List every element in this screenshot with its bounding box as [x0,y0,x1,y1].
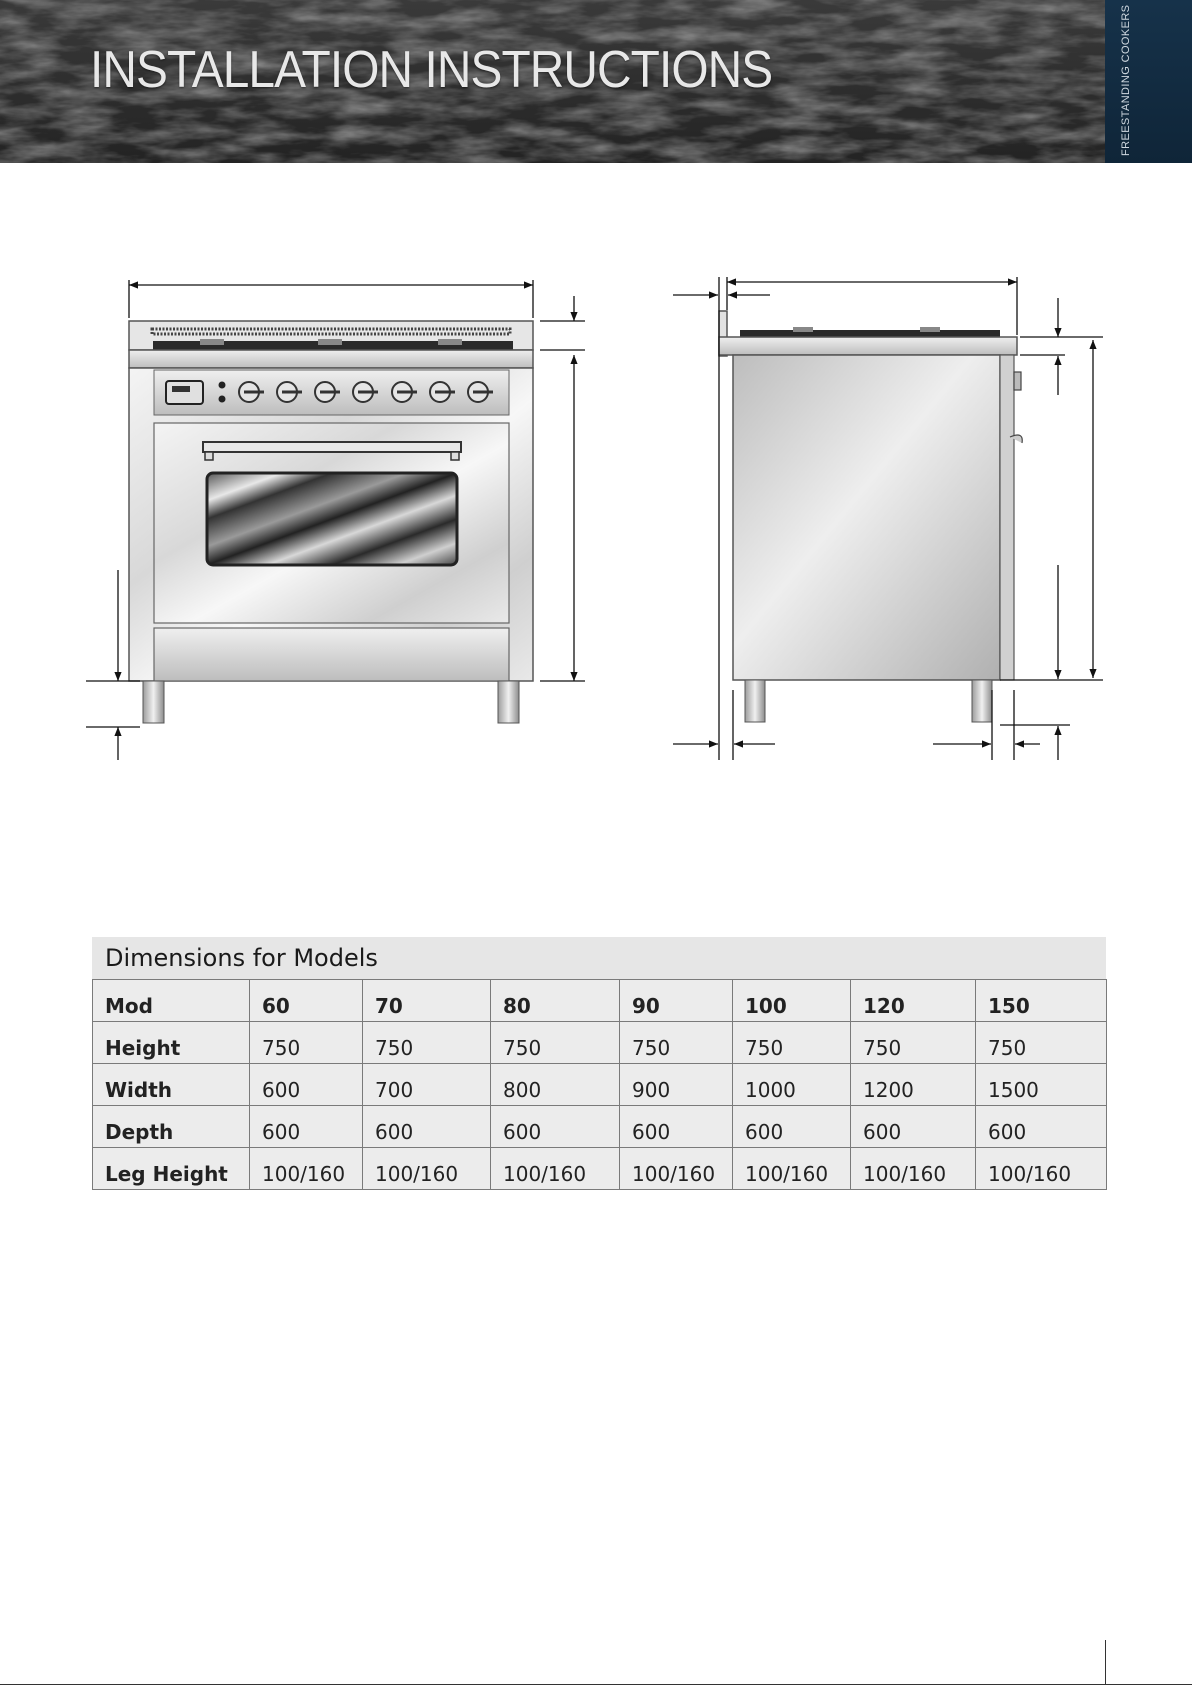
table-cell: 100/160 [620,1148,733,1190]
column-header: 70 [363,980,491,1022]
table-cell: 900 [620,1064,733,1106]
side-view [673,277,1103,760]
column-header: 60 [250,980,363,1022]
section-tab-label: FREESTANDING COOKERS [1120,4,1132,156]
table-header-row [93,980,1107,1022]
table-cell: 100/160 [976,1148,1107,1190]
page-title: INSTALLATION INSTRUCTIONS [90,41,773,99]
table-cell: 750 [851,1022,976,1064]
table-cell: 750 [733,1022,851,1064]
table-cell: 100/160 [363,1148,491,1190]
table-cell: 100/160 [491,1148,620,1190]
table-cell: 600 [733,1106,851,1148]
footer-divider [1105,1640,1106,1685]
table-cell: 100/160 [250,1148,363,1190]
column-header: 120 [851,980,976,1022]
row-label: Width [93,1064,250,1106]
table-cell: 1200 [851,1064,976,1106]
table-row [93,1106,1107,1148]
table-cell: 600 [250,1064,363,1106]
table-cell: 100/160 [851,1148,976,1190]
dimensions-table-section [92,937,1106,1190]
dimensions-table [92,979,1107,1190]
table-cell: 600 [620,1106,733,1148]
table-row [93,1022,1107,1064]
table-cell: 800 [491,1064,620,1106]
table-row [93,1064,1107,1106]
table-cell: 750 [363,1022,491,1064]
page-header [0,0,1192,163]
column-header: 90 [620,980,733,1022]
row-label: Depth [93,1106,250,1148]
column-header: Mod [93,980,250,1022]
front-view [86,280,585,760]
column-header: 100 [733,980,851,1022]
table-cell: 600 [851,1106,976,1148]
column-header: 150 [976,980,1107,1022]
table-cell: 600 [491,1106,620,1148]
column-header: 80 [491,980,620,1022]
table-cell: 600 [976,1106,1107,1148]
section-tab [1105,0,1192,163]
table-cell: 750 [620,1022,733,1064]
table-cell: 750 [491,1022,620,1064]
table-cell: 1000 [733,1064,851,1106]
cooker-dimension-diagrams [0,240,1192,770]
table-cell: 1500 [976,1064,1107,1106]
row-label: Leg Height [93,1148,250,1190]
table-cell: 600 [363,1106,491,1148]
row-label: Height [93,1022,250,1064]
table-row [93,1148,1107,1190]
table-title: Dimensions for Models [92,937,1106,979]
table-cell: 700 [363,1064,491,1106]
table-cell: 600 [250,1106,363,1148]
table-cell: 100/160 [733,1148,851,1190]
table-cell: 750 [976,1022,1107,1064]
table-cell: 750 [250,1022,363,1064]
